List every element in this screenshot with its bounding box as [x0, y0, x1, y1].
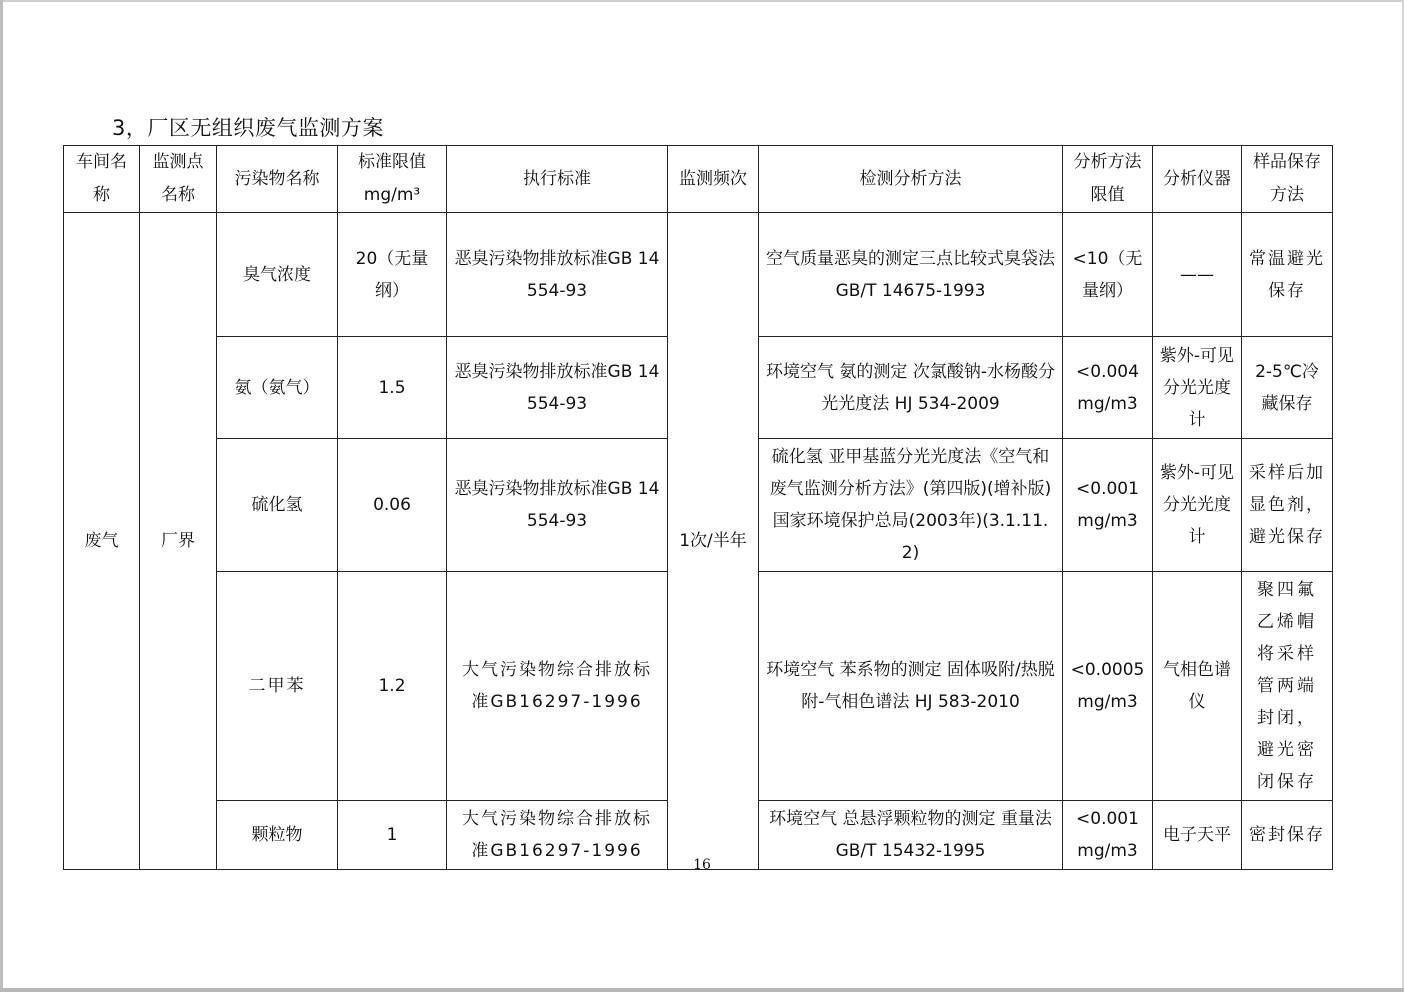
page-edge-bottom	[0, 988, 1404, 992]
method-limit-cell: <0.001mg/m3	[1063, 439, 1153, 572]
limit-cell: 1	[338, 801, 447, 870]
header-limit-unit: mg/m³	[363, 185, 421, 205]
header-monitoring-point: 监测点名称	[140, 146, 217, 213]
header-storage: 样品保存方法	[1242, 146, 1333, 213]
header-method-limit: 分析方法限值	[1063, 146, 1153, 213]
pollutant-cell: 硫化氢	[217, 439, 338, 572]
pollutant-cell: 二甲苯	[217, 572, 338, 801]
monitoring-plan-table	[63, 145, 1333, 870]
standard-cell: 恶臭污染物排放标准GB 14554-93	[447, 213, 668, 337]
workshop-cell: 废气	[64, 213, 140, 870]
header-frequency: 监测频次	[668, 146, 759, 213]
page-edge-top	[0, 0, 1404, 2]
header-standard: 执行标准	[447, 146, 668, 213]
instrument-cell: 紫外-可见分光光度计	[1153, 337, 1242, 439]
header-method: 检测分析方法	[759, 146, 1063, 213]
method-limit-cell: <10（无量纲）	[1063, 213, 1153, 337]
header-pollutant: 污染物名称	[217, 146, 338, 213]
limit-cell: 20（无量纲）	[338, 213, 447, 337]
monitoring-point-cell: 厂界	[140, 213, 217, 870]
instrument-cell: ——	[1153, 213, 1242, 337]
header-workshop: 车间名称	[64, 146, 140, 213]
standard-cell: 恶臭污染物排放标准GB 14554-93	[447, 337, 668, 439]
header-limit-title: 标准限值	[358, 152, 426, 172]
header-instrument: 分析仪器	[1153, 146, 1242, 213]
limit-cell: 1.5	[338, 337, 447, 439]
method-cell: 环境空气 总悬浮颗粒物的测定 重量法 GB/T 15432-1995	[759, 801, 1063, 870]
header-limit	[338, 146, 447, 213]
section-heading: 3，厂区无组织废气监测方案	[112, 116, 384, 140]
method-limit-cell: <0.0005mg/m3	[1063, 572, 1153, 801]
storage-cell: 采样后加显色剂，避光保存	[1242, 439, 1333, 572]
storage-cell: 密封保存	[1242, 801, 1333, 870]
method-cell: 空气质量恶臭的测定三点比较式臭袋法 GB/T 14675-1993	[759, 213, 1063, 337]
page-number: 16	[693, 857, 711, 873]
pollutant-cell: 臭气浓度	[217, 213, 338, 337]
method-cell: 环境空气 氨的测定 次氯酸钠-水杨酸分光光度法 HJ 534-2009	[759, 337, 1063, 439]
storage-cell: 2-5℃冷藏保存	[1242, 337, 1333, 439]
table-header-row	[64, 146, 1333, 213]
instrument-cell: 气相色谱仪	[1153, 572, 1242, 801]
pollutant-cell: 颗粒物	[217, 801, 338, 870]
method-cell: 环境空气 苯系物的测定 固体吸附/热脱附-气相色谱法 HJ 583-2010	[759, 572, 1063, 801]
pollutant-cell: 氨（氨气）	[217, 337, 338, 439]
method-cell: 硫化氢 亚甲基蓝分光光度法《空气和废气监测分析方法》(第四版)(增补版)国家环境保护总局(2003年)(3.1.11.2)	[759, 439, 1063, 572]
page-edge-left	[0, 0, 3, 992]
limit-cell: 0.06	[338, 439, 447, 572]
frequency-cell: 1次/半年	[668, 213, 759, 870]
instrument-cell: 紫外-可见分光光度计	[1153, 439, 1242, 572]
table-row	[64, 213, 1333, 337]
storage-cell: 聚四氟乙烯帽将采样管两端封闭，避光密闭保存	[1242, 572, 1333, 801]
storage-cell: 常温避光保存	[1242, 213, 1333, 337]
method-limit-cell: <0.004mg/m3	[1063, 337, 1153, 439]
method-limit-cell: <0.001mg/m3	[1063, 801, 1153, 870]
standard-cell: 大气污染物综合排放标准GB16297-1996	[447, 572, 668, 801]
standard-cell: 恶臭污染物排放标准GB 14554-93	[447, 439, 668, 572]
instrument-cell: 电子天平	[1153, 801, 1242, 870]
standard-cell: 大气污染物综合排放标准GB16297-1996	[447, 801, 668, 870]
limit-cell: 1.2	[338, 572, 447, 801]
